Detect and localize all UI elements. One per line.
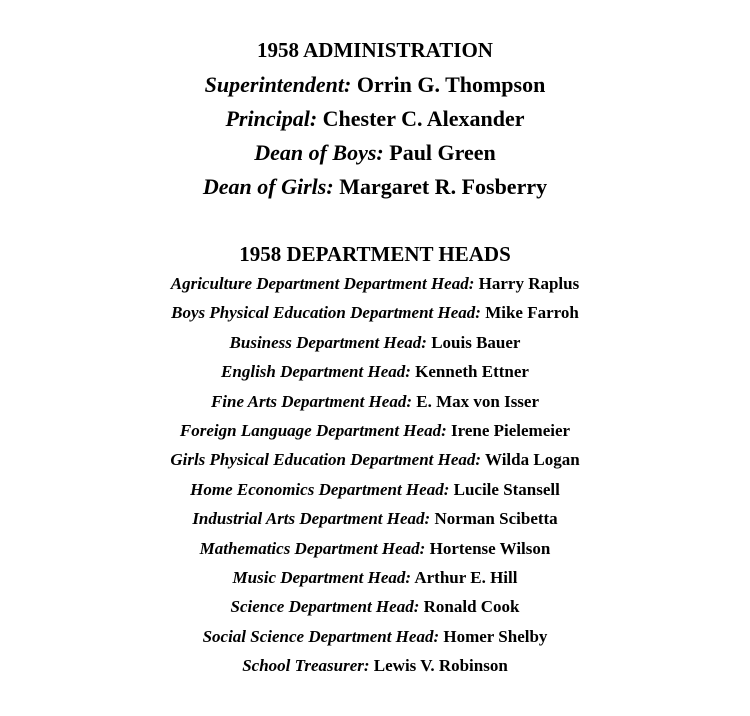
person-name: Wilda Logan	[485, 450, 580, 470]
person-name: Margaret R. Fosberry	[339, 174, 548, 199]
person-name: Lewis V. Robinson	[373, 656, 508, 676]
person-name: Ronald Cook	[423, 597, 520, 617]
person-name: Norman Scibetta	[434, 509, 558, 529]
role-label: Social Science Department Head:	[202, 626, 440, 646]
role-label: Agriculture Department Department Head:	[170, 274, 475, 293]
administration-entry	[0, 139, 750, 173]
person-name: Hortense Wilson	[429, 538, 551, 558]
department-head-entry	[0, 507, 750, 536]
department-head-entry	[0, 595, 750, 624]
person-name: Chester C. Alexander	[322, 106, 525, 131]
role-label: Home Economics Department Head:	[190, 479, 450, 499]
administration-heading: 1958 ADMINISTRATION	[257, 38, 493, 62]
role-label: English Department Head:	[221, 362, 411, 382]
department-head-entry	[0, 448, 750, 477]
person-name: Kenneth Ettner	[415, 362, 529, 382]
department-head-entry	[0, 537, 750, 566]
department-head-entry	[0, 331, 750, 360]
person-name: E. Max von Isser	[416, 391, 540, 411]
department-head-entry	[0, 654, 750, 683]
role-label: Foreign Language Department Head:	[179, 420, 447, 440]
department-head-entry	[0, 419, 750, 448]
person-name: Homer Shelby	[443, 626, 548, 646]
role-label: Principal:	[225, 106, 318, 131]
administration-list	[0, 71, 750, 207]
administration-entry	[0, 71, 750, 105]
role-label: Girls Physical Education Department Head:	[170, 450, 482, 470]
person-name: Orrin G. Thompson	[356, 72, 546, 97]
role-label: School Treasurer:	[242, 656, 370, 676]
person-name: Arthur E. Hill	[414, 567, 518, 587]
department-head-entry	[0, 478, 750, 507]
department-head-entry	[0, 301, 750, 330]
person-name: Paul Green	[389, 140, 496, 165]
role-label: Superintendent:	[204, 72, 352, 97]
department-heads-heading: 1958 DEPARTMENT HEADS	[239, 242, 511, 266]
administration-entry	[0, 173, 750, 207]
role-label: Business Department Head:	[229, 332, 427, 352]
role-label: Dean of Boys:	[254, 140, 384, 165]
person-name: Mike Farroh	[485, 303, 579, 323]
department-head-entry	[0, 625, 750, 654]
role-label: Music Department Head:	[232, 567, 412, 587]
person-name: Louis Bauer	[431, 332, 521, 352]
department-head-entry	[0, 272, 750, 301]
department-heads-list	[0, 272, 750, 683]
department-head-entry	[0, 390, 750, 419]
administration-entry	[0, 105, 750, 139]
department-head-entry	[0, 360, 750, 389]
role-label: Mathematics Department Head:	[199, 538, 426, 558]
role-label: Science Department Head:	[230, 597, 420, 617]
person-name: Irene Pielemeier	[450, 420, 571, 440]
role-label: Dean of Girls:	[202, 174, 334, 199]
role-label: Fine Arts Department Head:	[210, 391, 412, 411]
role-label: Boys Physical Education Department Head:	[171, 303, 481, 323]
role-label: Industrial Arts Department Head:	[192, 509, 431, 529]
department-head-entry	[0, 566, 750, 595]
person-name: Harry Raplus	[478, 274, 580, 293]
person-name: Lucile Stansell	[453, 479, 560, 499]
